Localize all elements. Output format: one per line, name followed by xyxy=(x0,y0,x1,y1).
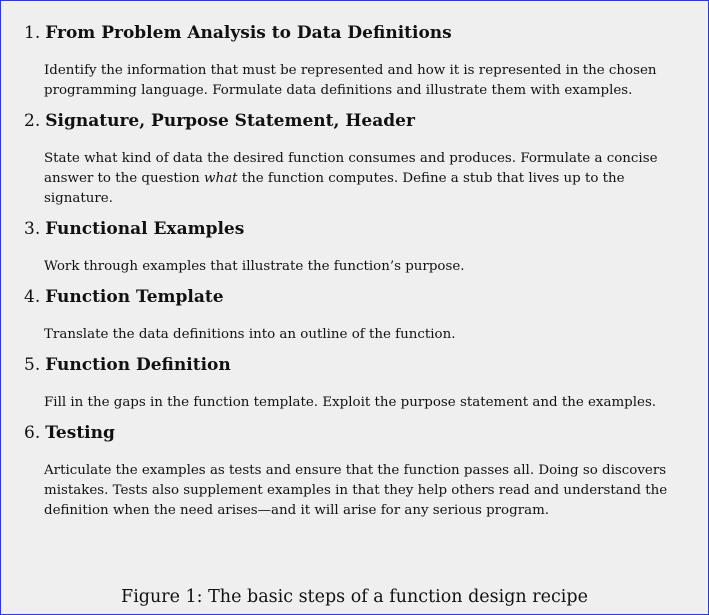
step-5 xyxy=(1,355,708,413)
step-number: 6. xyxy=(24,423,41,443)
step-number: 3. xyxy=(24,219,41,239)
step-description-text: the function computes. Define a stub that lives up to the signature. xyxy=(44,171,625,206)
step-6 xyxy=(1,423,708,521)
step-heading xyxy=(24,219,708,245)
step-1 xyxy=(1,23,708,101)
step-heading xyxy=(24,423,708,449)
step-heading xyxy=(24,355,708,381)
step-2 xyxy=(1,111,708,209)
step-title: Testing xyxy=(45,423,115,443)
step-description: Translate the data definitions into an outline of the function. xyxy=(44,327,456,342)
step-description: Articulate the examples as tests and ensure that the function passes all. Doing so discovers mistakes. Tests also supplement examples in that they help others read and understand the definition when the need arises—and it will arise for any serious program. xyxy=(44,463,668,518)
step-title: Function Template xyxy=(45,287,224,307)
step-description: Work through examples that illustrate the function’s purpose. xyxy=(44,259,465,274)
step-number: 4. xyxy=(24,287,41,307)
step-title: From Problem Analysis to Data Definitions xyxy=(45,23,452,43)
step-description: Fill in the gaps in the function template. Exploit the purpose statement and the examples. xyxy=(44,395,657,410)
step-heading xyxy=(24,23,708,49)
figure-caption: Figure 1: The basic steps of a function design recipe xyxy=(121,587,588,607)
step-description: Identify the information that must be represented and how it is represented in the chosen programming language. Formulate data definitions and illustrate them with examples. xyxy=(44,63,657,98)
step-description xyxy=(44,149,684,209)
step-heading xyxy=(24,287,708,313)
step-title: Functional Examples xyxy=(45,219,245,239)
step-title: Signature, Purpose Statement, Header xyxy=(45,111,415,131)
step-description-emphasis: what xyxy=(204,171,238,186)
step-number: 2. xyxy=(24,111,41,131)
step-title: Function Definition xyxy=(45,355,231,375)
step-4 xyxy=(1,287,708,345)
step-number: 5. xyxy=(24,355,41,375)
step-description-text: State what kind of data the desired function consumes and produces. Formulate a concise answer to the question xyxy=(44,151,658,186)
step-number: 1. xyxy=(24,23,41,43)
step-heading xyxy=(24,111,708,137)
design-recipe-steps xyxy=(1,23,708,531)
step-3 xyxy=(1,219,708,277)
